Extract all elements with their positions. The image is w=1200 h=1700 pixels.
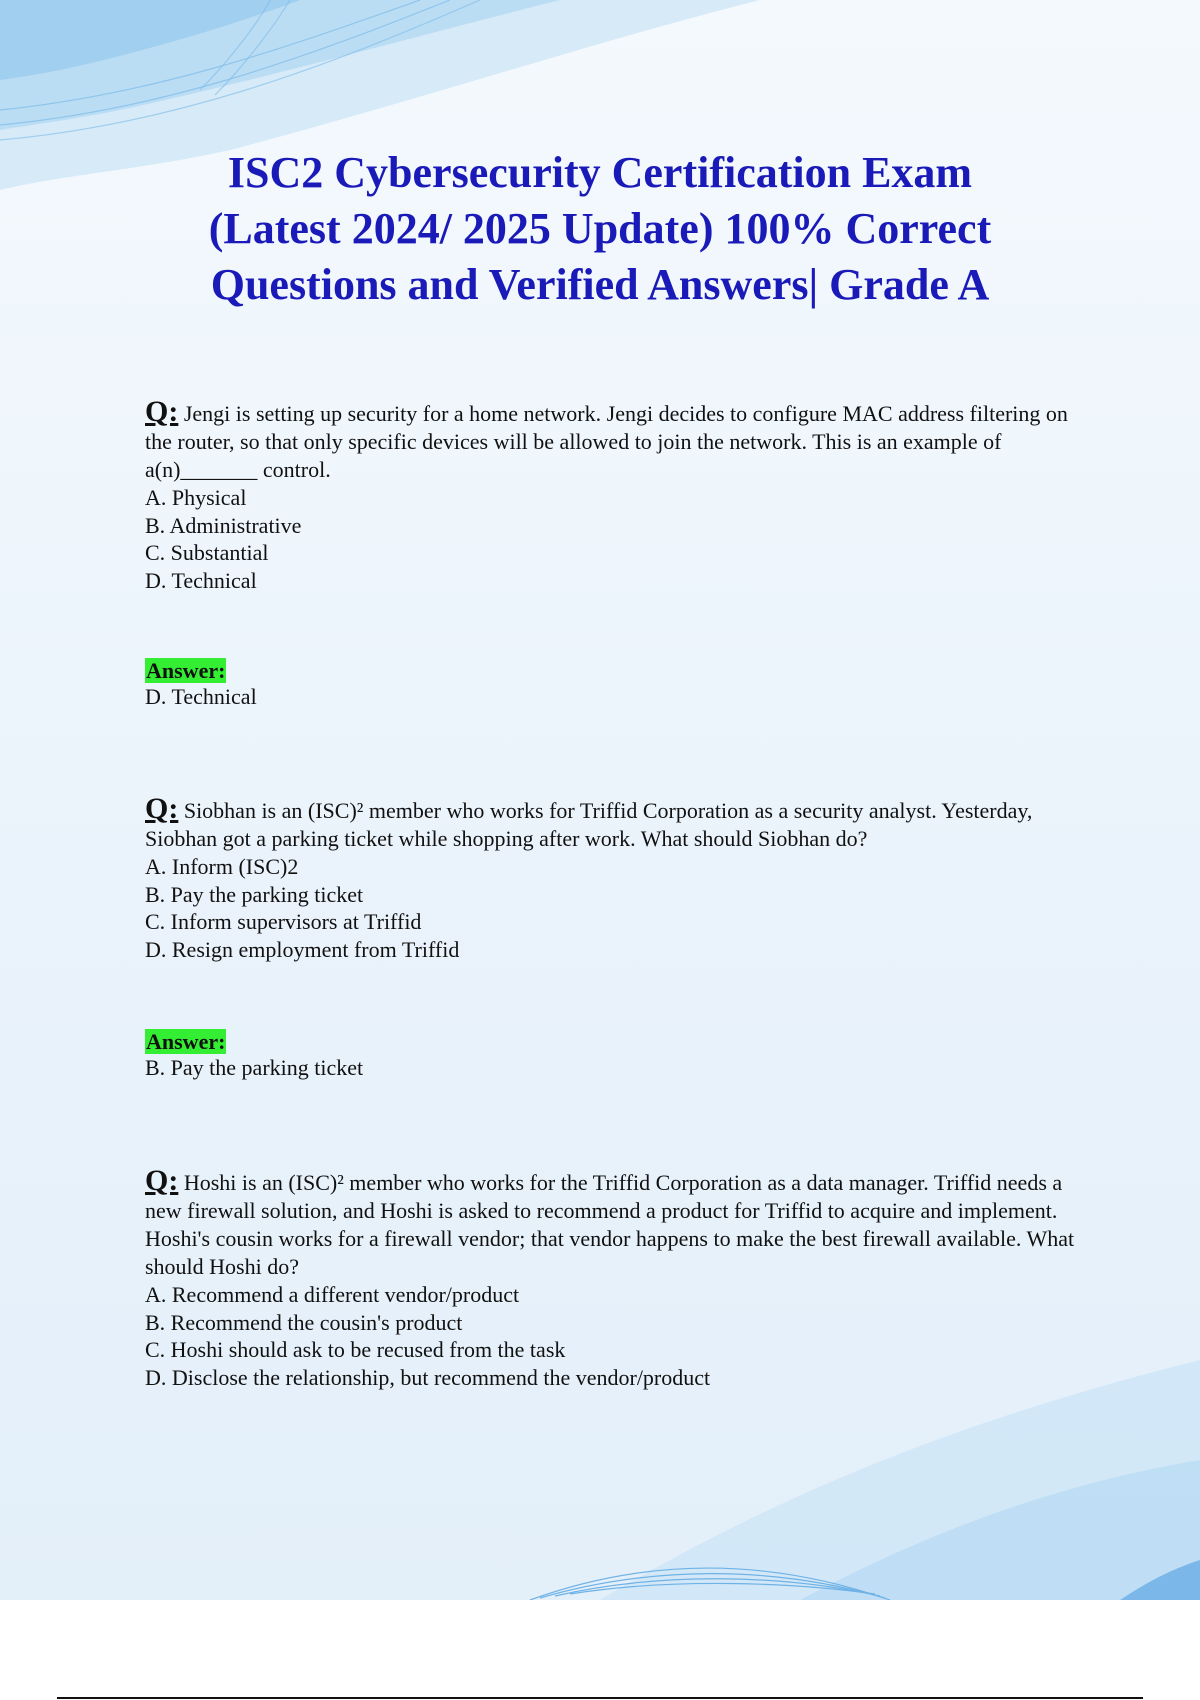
- question-2: [145, 792, 1100, 963]
- answer-1-value: D. Technical: [145, 684, 257, 709]
- option-a: A. Recommend a different vendor/product: [145, 1282, 520, 1307]
- question-label: Q:: [145, 1164, 179, 1197]
- question-2-options: [145, 853, 1100, 963]
- document-title: [100, 145, 1100, 313]
- option-c: C. Substantial: [145, 540, 269, 565]
- question-1-text: [145, 395, 1100, 484]
- answer-2-value: B. Pay the parking ticket: [145, 1055, 364, 1080]
- question-3-text: [145, 1164, 1100, 1281]
- option-d: D. Disclose the relationship, but recommend the vendor/product: [145, 1364, 711, 1390]
- title-line-2: (Latest 2024/ 2025 Update) 100% Correct: [208, 204, 992, 253]
- question-3-body: Hoshi is an (ISC)² member who works for the Triffid Corporation as a data manager. Triffid needs a new firewall solution, and Hoshi is asked to recommend a product for Triffid to acquire and implement. Hoshi's cousin works for a firewall vendor; that vendor happens to make the best firewall available. What should Hoshi do?: [145, 1170, 1075, 1279]
- answer-2: [145, 1029, 363, 1081]
- option-d: D. Resign employment from Triffid: [145, 936, 460, 962]
- option-b: B. Recommend the cousin's product: [145, 1309, 463, 1335]
- title-line-3: Questions and Verified Answers| Grade A: [210, 260, 990, 309]
- option-b: B. Pay the parking ticket: [145, 881, 364, 907]
- question-label: Q:: [145, 395, 179, 428]
- question-3-options: [145, 1281, 1100, 1391]
- option-a: A. Inform (ISC)2: [145, 854, 299, 879]
- option-a: A. Physical: [145, 485, 247, 510]
- question-label: Q:: [145, 792, 179, 825]
- question-2-text: [145, 792, 1100, 853]
- option-d: D. Technical: [145, 567, 257, 593]
- answer-label: Answer:: [146, 658, 226, 683]
- option-b: B. Administrative: [145, 512, 302, 538]
- answer-1: [145, 658, 257, 710]
- footer-divider: [57, 1697, 1143, 1699]
- answer-label: Answer:: [146, 1029, 226, 1054]
- option-c: C. Inform supervisors at Triffid: [145, 909, 422, 934]
- question-1-options: [145, 484, 1100, 594]
- question-1-body: Jengi is setting up security for a home network. Jengi decides to configure MAC address filtering on the router, so that only specific devices will be allowed to join the network. This is an example of a(n)_______ control.: [145, 401, 1068, 482]
- question-2-body: Siobhan is an (ISC)² member who works for Triffid Corporation as a security analyst. Yesterday, Siobhan got a parking ticket while shopping after work. What should Siobhan do?: [145, 798, 1033, 851]
- question-1: [145, 395, 1100, 594]
- title-line-1: ISC2 Cybersecurity Certification Exam: [227, 148, 973, 197]
- question-3: [145, 1164, 1100, 1391]
- option-c: C. Hoshi should ask to be recused from the task: [145, 1337, 566, 1362]
